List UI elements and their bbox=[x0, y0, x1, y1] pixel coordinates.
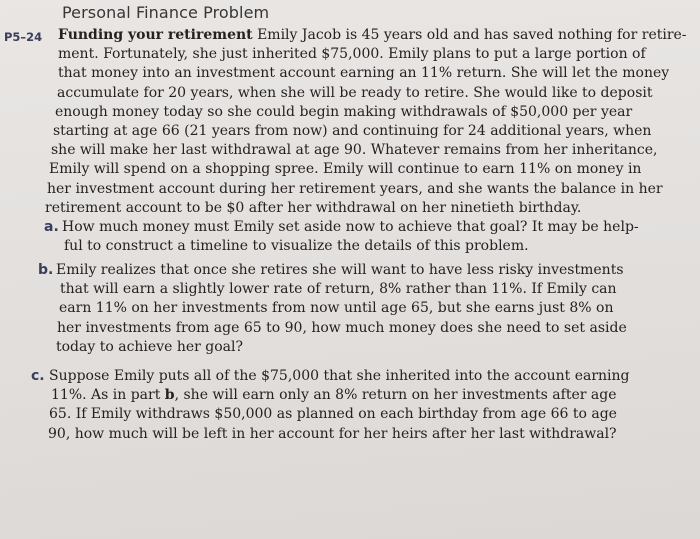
part-c-line bbox=[31, 367, 630, 386]
intro-line bbox=[58, 26, 687, 45]
problem-intro bbox=[45, 26, 687, 218]
part-reference: b bbox=[164, 387, 175, 404]
intro-line: that money into an investment account earning an 11% return. She will let the money bbox=[58, 65, 670, 82]
intro-line: accumulate for 20 years, when she will be ready to retire. She would like to deposit bbox=[57, 84, 653, 101]
part-b-line: her investments from age 65 to 90, how much money does she need to set aside bbox=[57, 319, 627, 336]
part-c-text: , she will earn only an 8% return on her investments after age bbox=[174, 387, 617, 404]
part-b-line: earn 11% on her investments from now until age 65, but she earns just 8% on bbox=[59, 300, 614, 317]
part-b-text: Emily realizes that once she retires she will want to have less risky investments bbox=[56, 262, 624, 278]
part-c-text: 11%. As in part bbox=[51, 387, 165, 404]
intro-line-text: Emily Jacob is 45 years old and has saved nothing for retire- bbox=[252, 27, 687, 43]
part-b-line: today to achieve her goal? bbox=[56, 338, 244, 355]
part-a-text: How much money must Emily set aside now to achieve that goal? It may be help- bbox=[62, 219, 639, 235]
page-header: Personal Finance Problem bbox=[62, 3, 270, 22]
part-a-marker: a. bbox=[44, 219, 59, 235]
part-b-line bbox=[38, 261, 627, 280]
part-c-line: 65. If Emily withdraws $50,000 as planned on each birthday from age 66 to age bbox=[49, 406, 617, 423]
intro-line: Emily will spend on a shopping spree. Emily will continue to earn 11% on money in bbox=[49, 161, 642, 178]
part-b-marker: b. bbox=[38, 262, 54, 278]
part-c-text: Suppose Emily puts all of the $75,000 that she inherited into the account earning bbox=[49, 368, 630, 384]
intro-line: ment. Fortunately, she just inherited $75,000. Emily plans to put a large portion of bbox=[58, 46, 646, 63]
intro-line: her investment account during her retirement years, and she wants the balance in her bbox=[47, 180, 663, 197]
part-c-line bbox=[51, 386, 630, 405]
part-b bbox=[38, 261, 627, 357]
intro-line: starting at age 66 (21 years from now) and continuing for 24 additional years, when bbox=[53, 123, 652, 140]
part-b-line: that will earn a slightly lower rate of return, 8% rather than 11%. If Emily can bbox=[60, 281, 617, 298]
part-a-line: ful to construct a timeline to visualize the details of this problem. bbox=[64, 238, 529, 255]
problem-number: P5–24 bbox=[4, 30, 43, 44]
part-a-line bbox=[44, 218, 639, 237]
part-c-line: 90, how much will be left in her account for her heirs after her last withdrawal? bbox=[48, 425, 617, 442]
part-c-marker: c. bbox=[31, 368, 45, 384]
part-a bbox=[44, 218, 639, 256]
intro-line: retirement account to be $0 after her withdrawal on her ninetieth birthday. bbox=[45, 199, 582, 216]
part-c bbox=[31, 367, 630, 444]
intro-line: enough money today so she could begin making withdrawals of $50,000 per year bbox=[55, 103, 633, 120]
intro-line: she will make her last withdrawal at age 90. Whatever remains from her inheritance, bbox=[51, 142, 658, 159]
problem-title: Funding your retirement bbox=[58, 27, 253, 43]
